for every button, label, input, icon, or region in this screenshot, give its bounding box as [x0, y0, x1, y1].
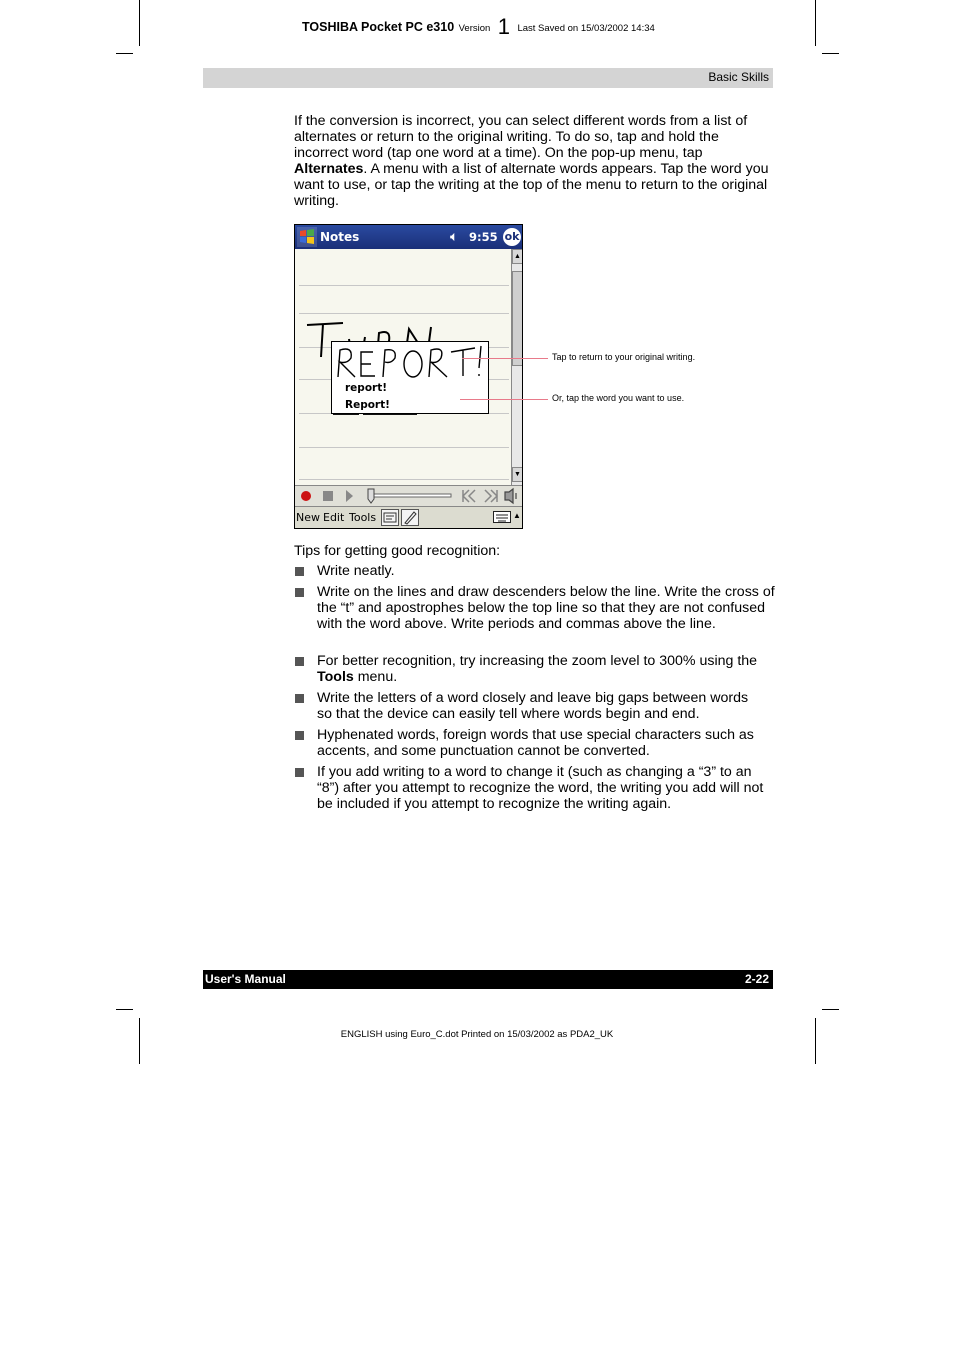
fast-forward-icon[interactable]: [485, 490, 497, 502]
tip-item: Write the letters of a word closely and leave big gaps between words so that the device can easily tell where words begin and end.: [317, 690, 749, 722]
scroll-down-icon[interactable]: ▼: [512, 467, 523, 482]
section-title: Basic Skills: [708, 70, 769, 84]
version-number: 1: [497, 14, 510, 39]
product-name: TOSHIBA Pocket PC e310: [302, 20, 455, 34]
callout-top: Tap to return to your original writing.: [552, 352, 696, 362]
keyboard-icon[interactable]: [493, 511, 511, 529]
recording-toolbar: [295, 485, 522, 506]
tip-text: menu.: [353, 669, 398, 685]
footer-bar: [203, 970, 773, 989]
scroll-up-icon[interactable]: ▲: [512, 249, 523, 264]
title-bar: [295, 225, 522, 249]
pocket-pc-screenshot: [294, 224, 523, 529]
tip-item: If you add writing to a word to change it (such as changing a “3” to an “8”) after you attempt to recognize the word, the writing you add will not be included if you attempt to recognize the writing again.: [317, 764, 764, 812]
alternates-popup: [331, 341, 489, 414]
alternate-item[interactable]: Report!: [345, 399, 390, 411]
callout-line: [462, 358, 548, 359]
intro-bold: Alternates: [294, 161, 364, 177]
tip-item: Hyphenated words, foreign words that use special characters such as accents, and some punctuation cannot be converted.: [317, 727, 754, 759]
last-saved: Last Saved on 15/03/2002 14:34: [517, 23, 655, 34]
document-header: [302, 11, 655, 37]
rule-line: [299, 313, 509, 314]
rule-line: [299, 285, 509, 286]
bullet-icon: [295, 567, 304, 576]
start-icon[interactable]: [297, 227, 317, 247]
crop-mark: [139, 0, 140, 46]
menu-edit[interactable]: Edit: [323, 511, 345, 524]
tip-item: [317, 653, 777, 685]
bullet-icon: [295, 731, 304, 740]
scroll-thumb[interactable]: [512, 271, 523, 366]
clock[interactable]: 9:55: [469, 230, 498, 244]
rule-line: [299, 479, 509, 480]
recording-toggle-icon[interactable]: [381, 509, 399, 526]
record-icon[interactable]: [301, 491, 311, 501]
position-slider[interactable]: [369, 494, 451, 497]
rule-line: [299, 447, 509, 448]
crop-mark: [822, 1009, 839, 1010]
callout-line: [460, 399, 548, 400]
speaker-icon[interactable]: 🔈︎: [450, 228, 459, 244]
callout-bottom: Or, tap the word you want to use.: [552, 393, 685, 403]
bullet-icon: [295, 694, 304, 703]
tip-item: Write neatly.: [317, 563, 395, 579]
input-chevron-icon[interactable]: ▲: [513, 511, 521, 520]
tip-text: For better recognition, try increasing the zoom level to 300% using the: [317, 653, 758, 669]
app-title: Notes: [320, 230, 360, 244]
vertical-scrollbar[interactable]: [511, 249, 523, 485]
bullet-icon: [295, 768, 304, 777]
tip-bold: Tools: [317, 669, 354, 685]
rewind-icon[interactable]: [463, 490, 475, 502]
manual-label: User's Manual: [205, 972, 286, 986]
crop-mark: [116, 53, 133, 54]
play-icon[interactable]: [346, 490, 353, 502]
intro-paragraph: [294, 113, 774, 209]
tip-item: Write on the lines and draw descenders below the line. Write the cross of the “t” and apostrophes below the top line so that they are not confused with the word above. Write periods and commas above the line.: [317, 584, 775, 632]
menu-tools[interactable]: Tools: [349, 511, 377, 524]
section-bar: [203, 68, 773, 88]
intro-text: . A menu with a list of alternate words appears. Tap the word you want to use, or tap the writing at the top of the menu to return to the original writing.: [294, 161, 769, 209]
crop-mark: [116, 1009, 133, 1010]
volume-icon[interactable]: [505, 489, 516, 503]
version-label: Version: [458, 23, 491, 34]
command-bar: [295, 506, 522, 528]
original-writing[interactable]: [335, 344, 485, 378]
crop-mark: [822, 53, 839, 54]
bullet-icon: [295, 588, 304, 597]
slider-thumb[interactable]: [368, 489, 374, 503]
ok-button[interactable]: ok: [503, 228, 521, 246]
bullet-icon: [295, 657, 304, 666]
menu-new[interactable]: New: [296, 511, 320, 524]
pen-icon[interactable]: [401, 509, 419, 526]
stop-icon[interactable]: [323, 491, 333, 501]
crop-mark: [139, 1018, 140, 1064]
print-line: ENGLISH using Euro_C.dot Printed on 15/03/2002 as PDA2_UK: [340, 1029, 614, 1040]
alternate-item[interactable]: report!: [345, 382, 388, 394]
intro-text: If the conversion is incorrect, you can select different words from a list of alternates or return to the original writing. To do so, tap and hold the incorrect word (tap one word at a time). On the pop-up menu, tap: [294, 113, 748, 161]
page-number: 2-22: [744, 972, 769, 986]
tips-heading: Tips for getting good recognition:: [294, 543, 501, 559]
crop-mark: [815, 0, 816, 46]
crop-mark: [815, 1018, 816, 1064]
